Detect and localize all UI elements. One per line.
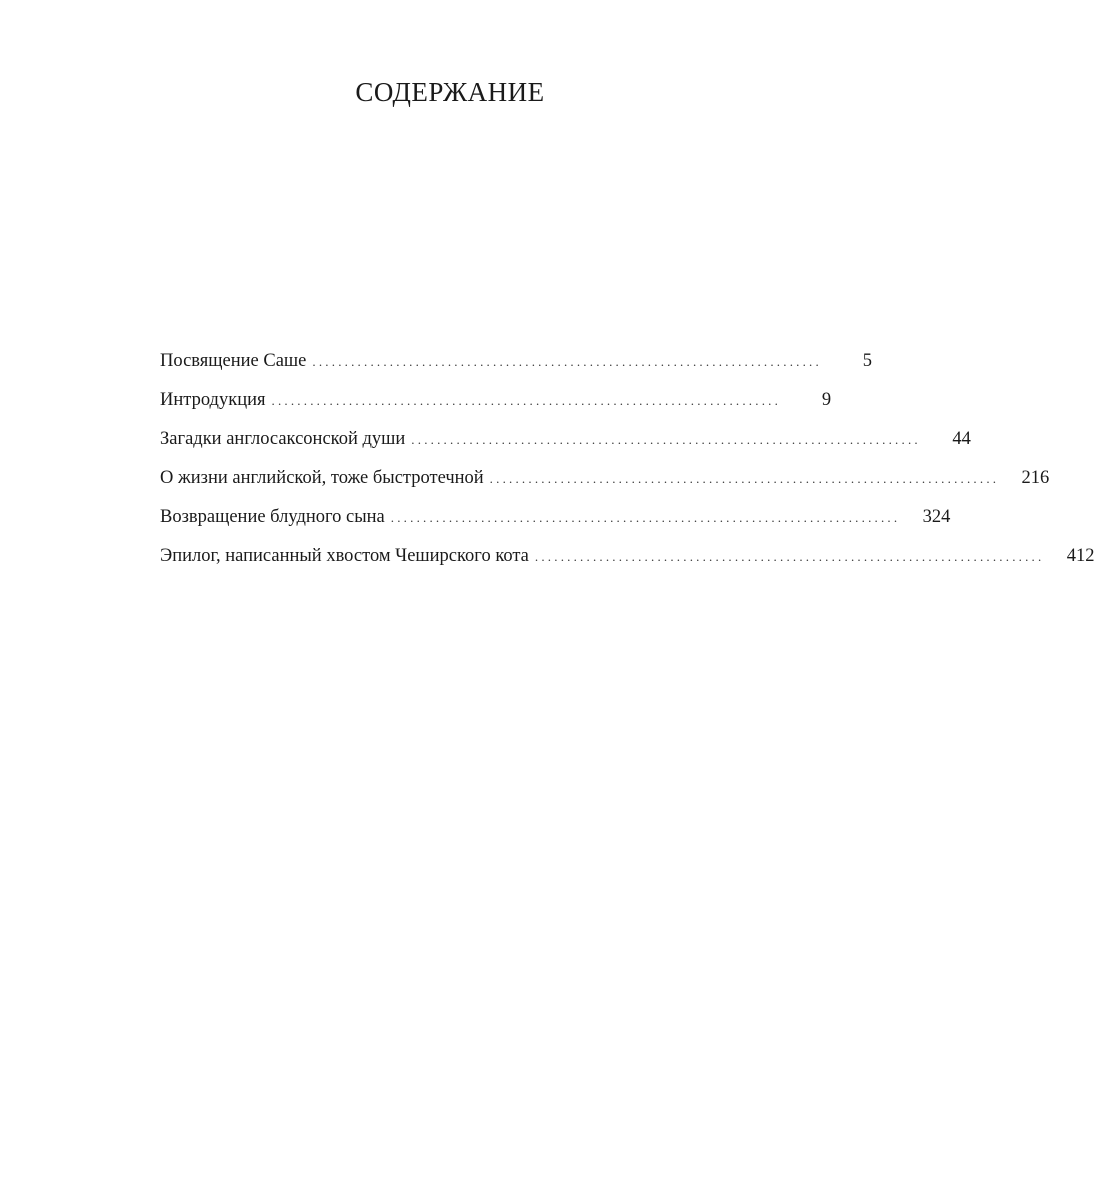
toc-entry[interactable] — [160, 498, 951, 537]
dot-leader: ............................................................................... — [312, 354, 822, 369]
toc-entry-title: Возвращение блудного сына — [160, 507, 385, 527]
toc-entry-page-number: 44 — [952, 429, 971, 449]
toc-entry[interactable] — [160, 537, 1094, 576]
page-title: СОДЕРЖАНИЕ — [355, 77, 545, 107]
toc-entry-title: Эпилог, написанный хвостом Чеширского кота — [160, 546, 529, 566]
toc-entry[interactable] — [160, 381, 832, 420]
dot-leader: ............................................................................... — [534, 549, 1045, 564]
dot-leader: ............................................................................... — [390, 510, 901, 525]
dot-leader: ............................................................................... — [271, 393, 782, 408]
toc-entry[interactable] — [160, 342, 872, 381]
toc-entry-page-number: 5 — [862, 351, 872, 371]
toc-entry-title: Интродукция — [160, 390, 266, 410]
toc-entry-page-number: 9 — [821, 390, 832, 410]
toc-entry-title: Посвящение Саше — [160, 351, 307, 371]
toc-entry[interactable] — [160, 420, 971, 459]
toc-entry[interactable] — [160, 459, 1050, 498]
toc-entry-page-number: 412 — [1066, 546, 1094, 566]
table-of-contents — [160, 342, 1094, 576]
toc-entry-title: О жизни английской, тоже быстротечной — [160, 468, 484, 488]
toc-entry-page-number: 216 — [1021, 468, 1050, 488]
dot-leader: ............................................................................... — [489, 471, 1000, 486]
toc-entry-title: Загадки англосаксонской души — [160, 429, 406, 449]
dot-leader: ............................................................................... — [411, 432, 921, 447]
toc-entry-page-number: 324 — [922, 507, 951, 527]
